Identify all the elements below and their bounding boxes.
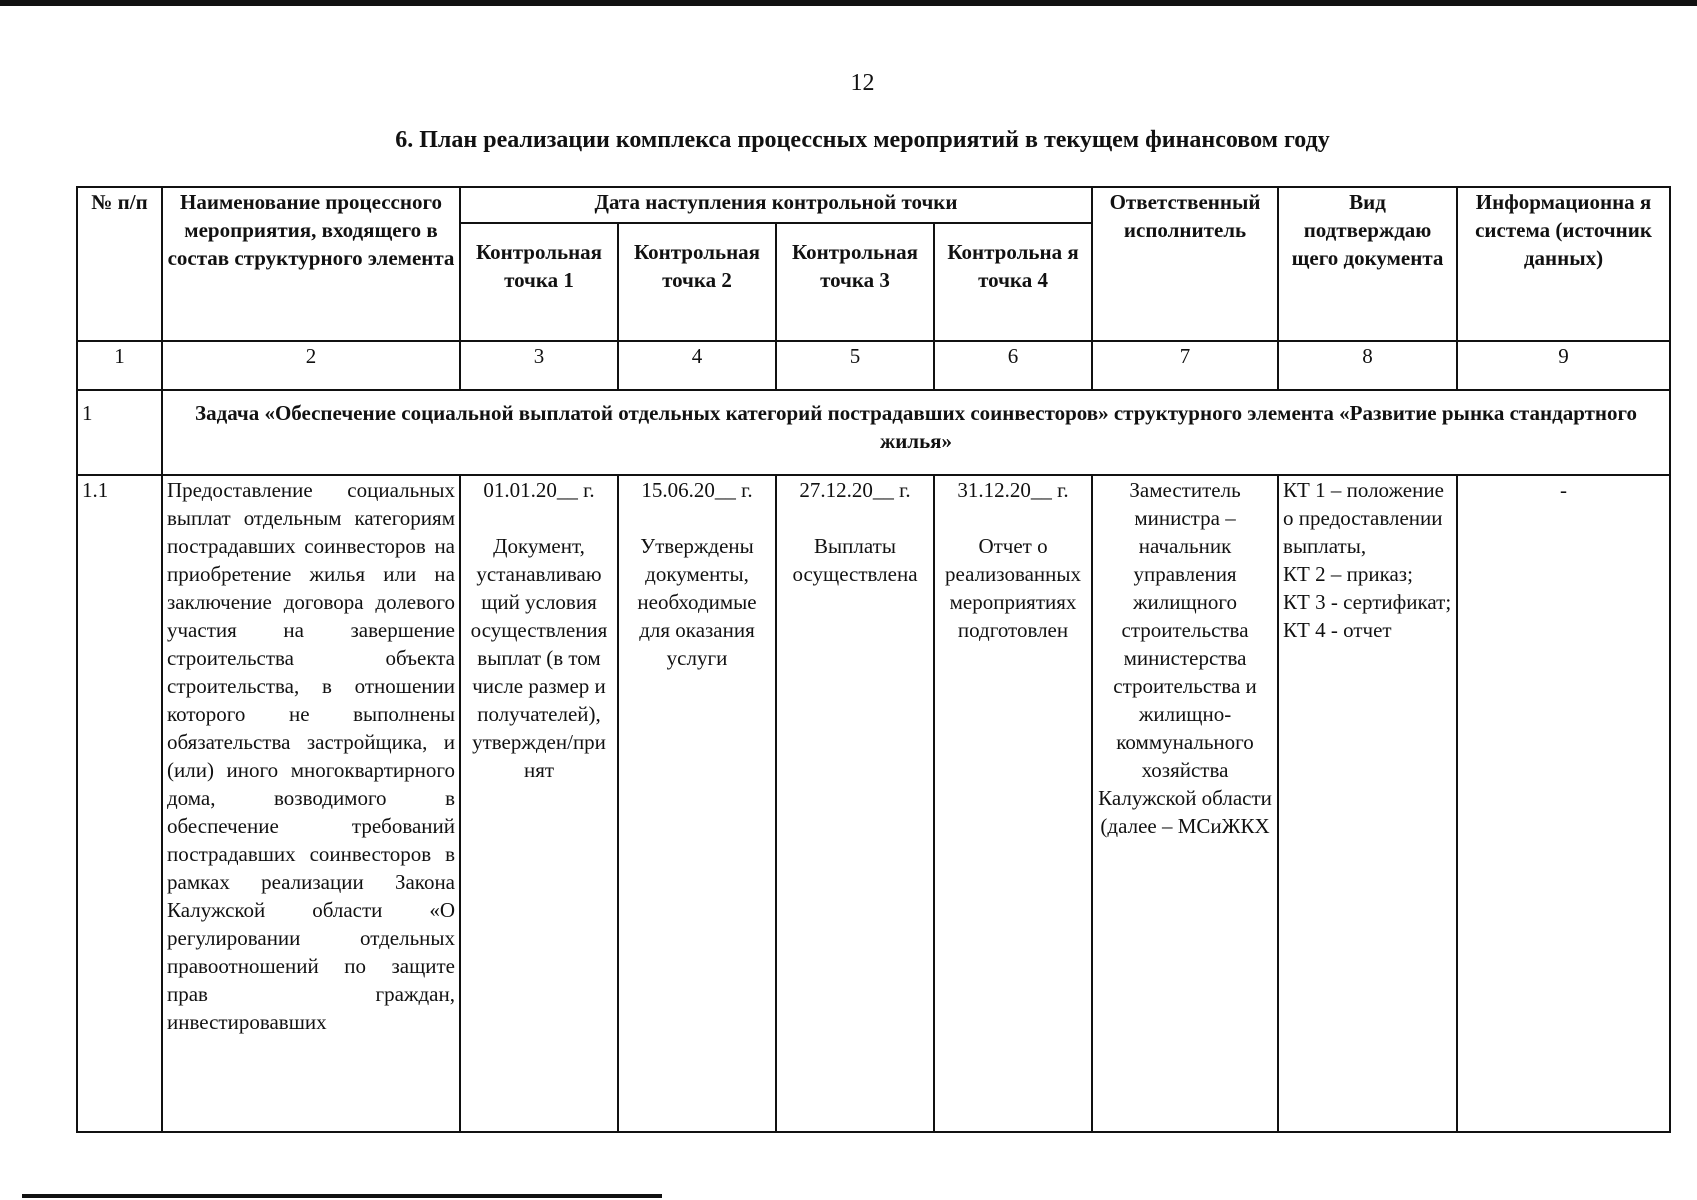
- checkpoint-cell-2: [618, 475, 776, 1132]
- document-type-item: КТ 1 – положение о предоставлении выплаты,: [1283, 478, 1444, 558]
- header-checkpoint-2: Контрольная точка 2: [618, 223, 776, 341]
- document-type-cell: [1278, 475, 1457, 1132]
- column-number: 6: [934, 341, 1092, 390]
- column-number: 2: [162, 341, 460, 390]
- task-row: [77, 390, 1670, 475]
- checkpoint-date: 27.12.20__ г.: [799, 478, 911, 502]
- header-date-group: Дата наступления контрольной точки: [460, 187, 1092, 223]
- header-responsible: Ответственный исполнитель: [1092, 187, 1278, 341]
- page-number: 12: [850, 70, 875, 96]
- checkpoint-date: 31.12.20__ г.: [957, 478, 1069, 502]
- responsible-executor: Заместитель министра – начальник управления жилищного строительства министерства строительства и жилищно-коммунального хозяйства Калужской области (далее – МСиЖКХ: [1092, 475, 1278, 1132]
- scan-edge-top: [0, 0, 1697, 6]
- header-name: Наименование процессного мероприятия, входящего в состав структурного элемента: [162, 187, 460, 341]
- header-doc-type: Вид подтверждаю щего документа: [1278, 187, 1457, 341]
- checkpoint-description: Документ, устанавливаю щий условия осуществления выплат (в том числе размер и получателей), утвержден/при нят: [470, 534, 608, 782]
- header-num: № п/п: [77, 187, 162, 341]
- document-type-item: КТ 3 - сертификат;: [1283, 590, 1452, 614]
- checkpoint-cell-1: [460, 475, 618, 1132]
- info-system: -: [1457, 475, 1670, 1132]
- scan-edge-bottom: [22, 1194, 662, 1198]
- document-type-item: КТ 4 - отчет: [1283, 618, 1392, 642]
- task-number: 1: [77, 390, 162, 475]
- header-checkpoint-4: Контрольна я точка 4: [934, 223, 1092, 341]
- column-number: 1: [77, 341, 162, 390]
- activity-name: Предоставление социальных выплат отдельным категориям пострадавших соинвесторов на приобретение жилья или на заключение договора долевого участия на завершение строительства объекта строительства, в отношении которого не выполнены обязательства застройщика, и (или) иного многоквартирного дома, возводимого в обеспечение требований пострадавших соинвесторов в рамках реализации Закона Калужской области «О регулировании отдельных правоотношений по защите прав граждан, инвестировавших: [162, 475, 460, 1132]
- checkpoint-description: Отчет о реализованных мероприятиях подготовлен: [945, 534, 1082, 642]
- header-row: [77, 187, 1670, 223]
- table-row: [77, 475, 1670, 1132]
- plan-table: [76, 186, 1671, 1133]
- checkpoint-cell-4: [934, 475, 1092, 1132]
- column-number: 9: [1457, 341, 1670, 390]
- header-checkpoint-1: Контрольная точка 1: [460, 223, 618, 341]
- column-number: 3: [460, 341, 618, 390]
- task-text: Задача «Обеспечение социальной выплатой отдельных категорий пострадавших соинвесторов» структурного элемента «Развитие рынка стандартного жилья»: [162, 390, 1670, 475]
- header-info-system: Информационна я система (источник данных): [1457, 187, 1670, 341]
- checkpoint-date: 15.06.20__ г.: [641, 478, 753, 502]
- checkpoint-date: 01.01.20__ г.: [483, 478, 595, 502]
- column-number: 4: [618, 341, 776, 390]
- checkpoint-description: Утверждены документы, необходимые для оказания услуги: [637, 534, 757, 670]
- checkpoint-cell-3: [776, 475, 934, 1132]
- column-numbers-row: [77, 341, 1670, 390]
- header-checkpoint-3: Контрольная точка 3: [776, 223, 934, 341]
- document-type-item: КТ 2 – приказ;: [1283, 562, 1413, 586]
- document-title: 6. План реализации комплекса процессных мероприятий в текущем финансовом году: [395, 127, 1330, 153]
- column-number: 5: [776, 341, 934, 390]
- row-number: 1.1: [77, 475, 162, 1132]
- column-number: 8: [1278, 341, 1457, 390]
- checkpoint-description: Выплаты осуществлена: [792, 534, 918, 586]
- column-number: 7: [1092, 341, 1278, 390]
